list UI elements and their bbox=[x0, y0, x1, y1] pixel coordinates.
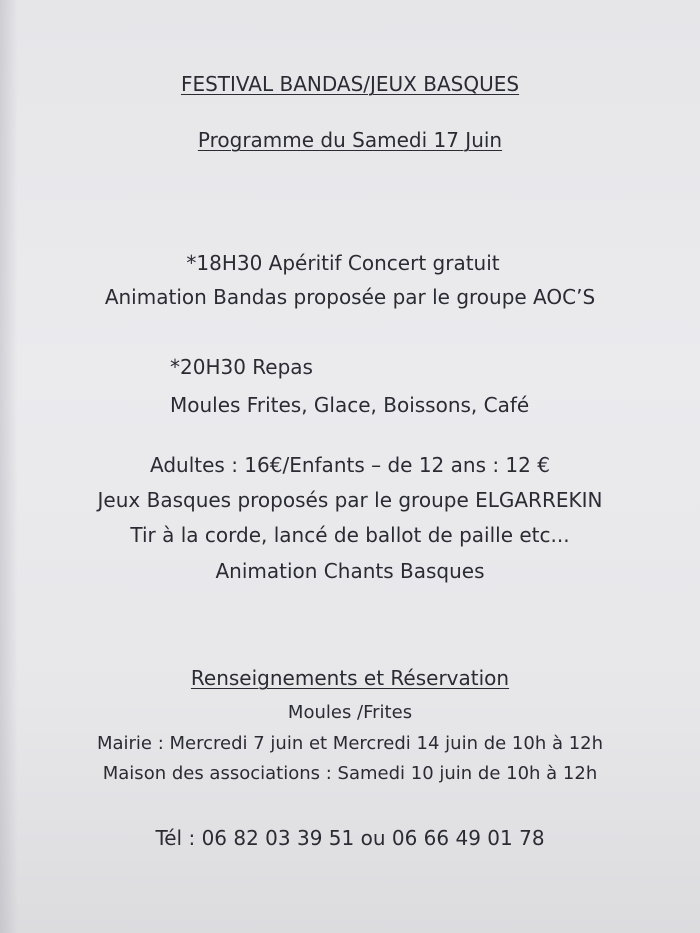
bandas-animation: Animation Bandas proposée par le groupe AOC’S bbox=[104, 285, 596, 309]
telephone: Tél : 06 82 03 39 51 ou 06 66 49 01 78 bbox=[155, 826, 545, 850]
mairie-hours: Mairie : Mercredi 7 juin et Mercredi 14 juin de 10h à 12h bbox=[96, 733, 604, 754]
repas-menu: Moules Frites, Glace, Boissons, Café bbox=[170, 393, 530, 417]
maison-associations-hours: Maison des associations : Samedi 10 juin de 10h à 12h bbox=[102, 763, 598, 784]
tarifs: Adultes : 16€/Enfants – de 12 ans : 12 € bbox=[150, 453, 550, 477]
chants-basques: Animation Chants Basques bbox=[215, 559, 485, 583]
repas-time: *20H30 Repas bbox=[170, 355, 313, 379]
flyer-title: FESTIVAL BANDAS/JEUX BASQUES bbox=[180, 72, 520, 96]
moules-frites: Moules /Frites bbox=[287, 702, 413, 723]
jeux-basques: Jeux Basques proposés par le groupe ELGARREKIN bbox=[97, 488, 603, 512]
aperitif-time: *18H30 Apéritif Concert gratuit bbox=[186, 251, 500, 275]
jeux-activities: Tir à la corde, lancé de ballot de paille etc... bbox=[130, 523, 570, 547]
program-subtitle: Programme du Samedi 17 Juin bbox=[197, 128, 503, 152]
renseignements-heading: Renseignements et Réservation bbox=[190, 666, 510, 690]
